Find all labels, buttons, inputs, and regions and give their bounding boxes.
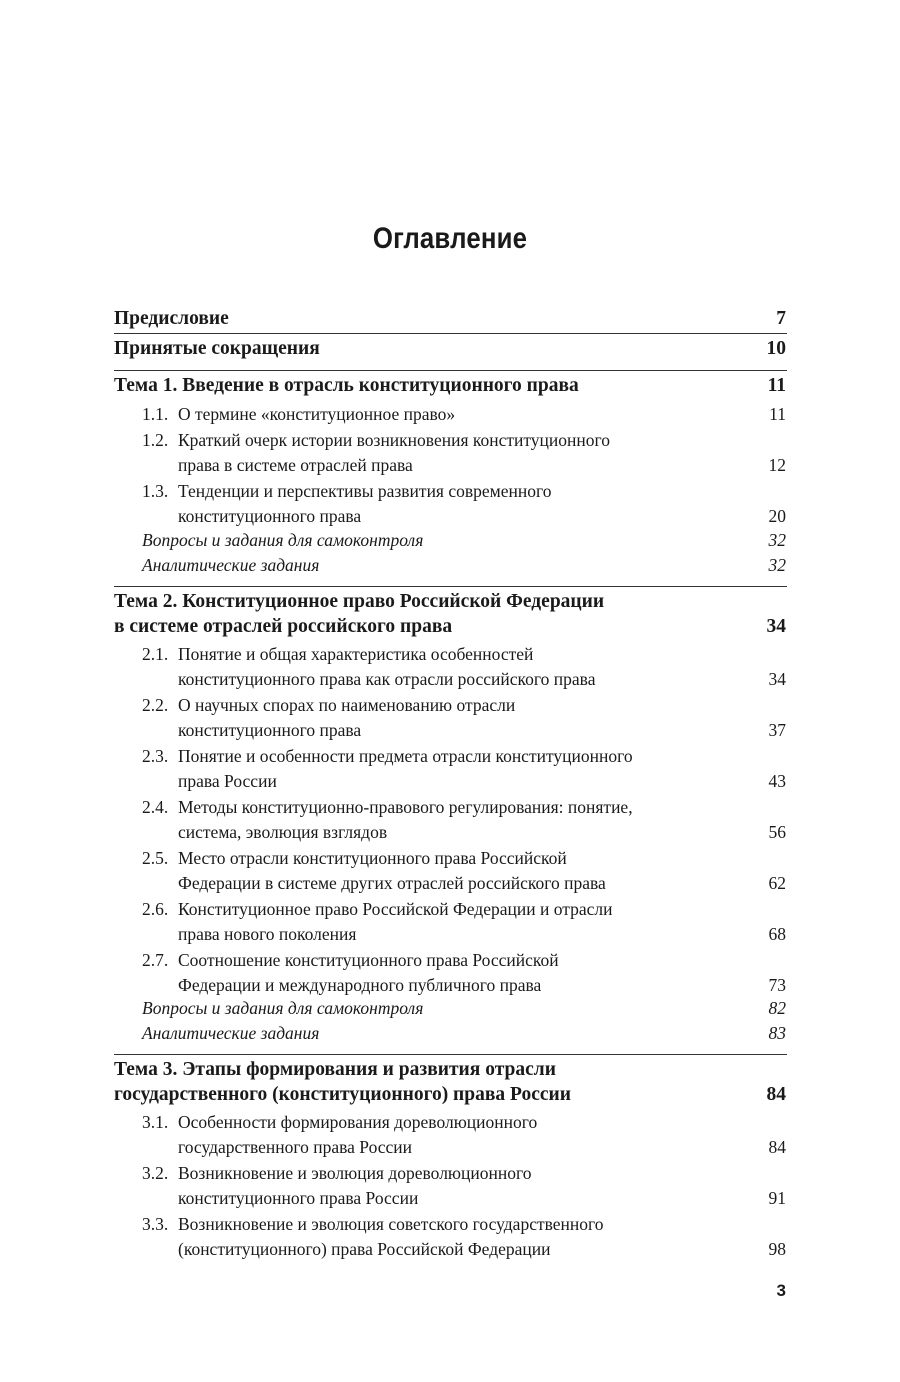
- toc-entry-page: 7: [776, 308, 786, 329]
- page-number: 3: [776, 1281, 786, 1300]
- toc-entry-line: [0, 996, 900, 1020]
- toc-entry-title: конституционного права как отрасли российского права: [178, 669, 596, 689]
- toc-entry-title: Возникновение и эволюция советского государственного: [178, 1214, 604, 1234]
- toc-entry-line: [0, 553, 900, 577]
- toc-entry-line: [0, 528, 900, 552]
- toc-entry-line: [0, 590, 900, 614]
- toc-entry-title: Вопросы и задания для самоконтроля: [142, 998, 424, 1018]
- toc-entry-number: 2.1.: [142, 644, 169, 664]
- toc-entry-number: 2.4.: [142, 797, 169, 817]
- toc-entry-line: [0, 1212, 900, 1236]
- toc-entry-line: [0, 337, 900, 361]
- toc-entry-line: [0, 479, 900, 503]
- toc-entry-number: 2.6.: [142, 899, 169, 919]
- toc-entry-page: 98: [768, 1239, 786, 1259]
- toc-entry-page: 32: [768, 555, 786, 575]
- toc-entry-page: 82: [768, 998, 786, 1018]
- section-divider: [114, 1054, 787, 1055]
- toc-entry-line: [0, 973, 900, 997]
- toc-entry-line: [0, 307, 900, 331]
- toc-entry-number: 2.2.: [142, 695, 169, 715]
- toc-entry-title: Федерации в системе других отраслей российского права: [178, 873, 606, 893]
- toc-entry-title: Конституционное право Российской Федерации и отрасли: [178, 899, 613, 919]
- toc-entry-page: 34: [768, 669, 786, 689]
- toc-entry-line: [0, 1083, 900, 1107]
- toc-entry-line: [0, 744, 900, 768]
- toc-entry-line: [0, 871, 900, 895]
- toc-entry-page: 34: [766, 616, 786, 637]
- toc-entry-line: [0, 769, 900, 793]
- toc-entry-title: Предисловие: [114, 308, 229, 329]
- toc-entry-line: [0, 428, 900, 452]
- toc-entry-title: конституционного права России: [178, 1188, 419, 1208]
- toc-entry-line: [0, 820, 900, 844]
- toc-entry-page: 68: [768, 924, 786, 944]
- toc-entry-title: государственного права России: [178, 1137, 413, 1157]
- toc-entry-title: Место отрасли конституционного права Российской: [178, 848, 567, 868]
- toc-entry-line: [0, 897, 900, 921]
- toc-entry-number: 3.2.: [142, 1163, 169, 1183]
- toc-entry-line: [0, 1186, 900, 1210]
- toc-entry-title: Возникновение и эволюция дореволюционного: [178, 1163, 532, 1183]
- toc-entry-page: 84: [766, 1084, 786, 1105]
- toc-entry-title: Тема 1. Введение в отрасль конституционного права: [114, 375, 579, 396]
- toc-entry-line: [0, 642, 900, 666]
- toc-entry-line: [0, 846, 900, 870]
- toc-entry-title: Понятие и общая характеристика особенностей: [178, 644, 534, 664]
- toc-entry-line: [0, 1058, 900, 1082]
- page-title: Оглавление: [372, 222, 528, 255]
- toc-entry-line: [0, 948, 900, 972]
- toc-entry-page: 56: [768, 822, 786, 842]
- toc-entry-title: в системе отраслей российского права: [114, 616, 453, 637]
- toc-entry-page: 73: [768, 975, 786, 995]
- toc-entry-line: [0, 718, 900, 742]
- toc-entry-title: Тема 2. Конституционное право Российской Федерации: [114, 591, 605, 612]
- toc-entry-page: 11: [769, 404, 786, 424]
- toc-entry-line: [0, 1237, 900, 1261]
- toc-entry-title: О термине «конституционное право»: [178, 404, 456, 424]
- toc-entry-number: 2.5.: [142, 848, 169, 868]
- section-divider: [114, 370, 787, 371]
- toc-entry-page: 84: [768, 1137, 786, 1157]
- toc-entry-number: 3.1.: [142, 1112, 169, 1132]
- toc-entry-title: Принятые сокращения: [114, 338, 320, 359]
- toc-entry-title: (конституционного) права Российской Федерации: [178, 1239, 551, 1259]
- toc-entry-title: права нового поколения: [178, 924, 357, 944]
- toc-entry-line: [0, 504, 900, 528]
- toc-entry-title: Аналитические задания: [142, 555, 320, 575]
- toc-entry-line: [0, 922, 900, 946]
- toc-entry-title: Соотношение конституционного права Российской: [178, 950, 559, 970]
- toc-entry-page: 37: [768, 720, 786, 740]
- toc-entry-title: Краткий очерк истории возникновения конституционного: [178, 430, 611, 450]
- toc-entry-title: Федерации и международного публичного права: [178, 975, 542, 995]
- toc-entry-line: [0, 374, 900, 398]
- toc-entry-title: Методы конституционно-правового регулирования: понятие,: [178, 797, 633, 817]
- toc-entry-title: конституционного права: [178, 506, 362, 526]
- toc-entry-line: [0, 667, 900, 691]
- toc-entry-line: [0, 1021, 900, 1045]
- toc-entry-title: конституционного права: [178, 720, 362, 740]
- toc-entry-title: Аналитические задания: [142, 1023, 320, 1043]
- toc-entry-number: 2.7.: [142, 950, 169, 970]
- toc-entry-page: 10: [766, 338, 786, 359]
- toc-entry-title: система, эволюция взглядов: [178, 822, 388, 842]
- section-divider: [114, 333, 787, 334]
- toc-entry-page: 11: [767, 375, 786, 396]
- toc-entry-title: О научных спорах по наименованию отрасли: [178, 695, 516, 715]
- toc-entry-title: Тенденции и перспективы развития современного: [178, 481, 552, 501]
- toc-entry-title: Тема 3. Этапы формирования и развития отрасли: [114, 1059, 556, 1080]
- toc-entry-line: [0, 1110, 900, 1134]
- toc-entry-line: [0, 693, 900, 717]
- toc-entry-page: 12: [768, 455, 786, 475]
- toc-entry-line: [0, 1135, 900, 1159]
- toc-entry-line: [0, 402, 900, 426]
- toc-entry-line: [0, 795, 900, 819]
- toc-entry-number: 1.1.: [142, 404, 169, 424]
- toc-entry-title: права России: [178, 771, 277, 791]
- toc-entry-page: 91: [768, 1188, 786, 1208]
- toc-entry-line: [0, 615, 900, 639]
- toc-entry-page: 43: [768, 771, 786, 791]
- toc-entry-page: 32: [768, 530, 786, 550]
- toc-entry-page: 62: [768, 873, 786, 893]
- toc-entry-title: Понятие и особенности предмета отрасли конституционного: [178, 746, 633, 766]
- toc-entry-page: 83: [768, 1023, 786, 1043]
- toc-entry-number: 2.3.: [142, 746, 169, 766]
- toc-entry-title: Вопросы и задания для самоконтроля: [142, 530, 424, 550]
- toc-entry-number: 3.3.: [142, 1214, 169, 1234]
- toc-entry-title: государственного (конституционного) права России: [114, 1084, 572, 1105]
- toc-entry-title: права в системе отраслей права: [178, 455, 413, 475]
- toc-entry-line: [0, 453, 900, 477]
- toc-entry-number: 1.3.: [142, 481, 169, 501]
- toc-entry-title: Особенности формирования дореволюционного: [178, 1112, 538, 1132]
- section-divider: [114, 586, 787, 587]
- toc-entry-page: 20: [768, 506, 786, 526]
- toc-entry-number: 1.2.: [142, 430, 169, 450]
- toc-entry-line: [0, 1161, 900, 1185]
